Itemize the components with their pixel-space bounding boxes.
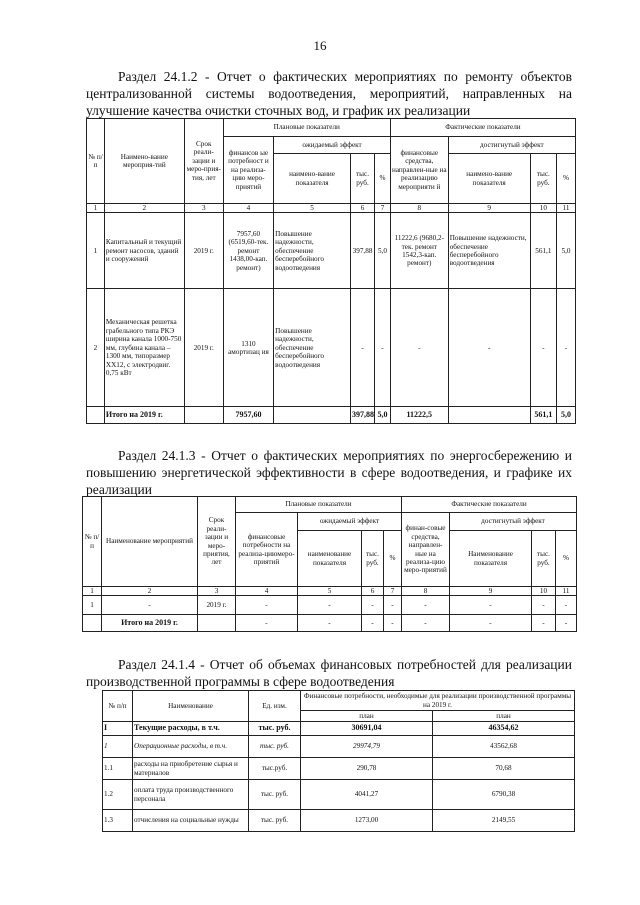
col-number: 7 bbox=[384, 587, 402, 596]
cell-num: 1.2 bbox=[103, 780, 133, 810]
col-number: 7 bbox=[375, 204, 391, 213]
cell-fact-eff-name: - bbox=[448, 289, 530, 407]
table-row bbox=[103, 736, 575, 758]
header-plan: Плановые показатели bbox=[236, 497, 402, 513]
cell-plan-fin: - bbox=[236, 596, 298, 615]
header-plan: план bbox=[433, 711, 575, 722]
header-plan: план bbox=[301, 711, 433, 722]
header-fact-eff-name: наимено-вание показателя bbox=[448, 154, 530, 204]
cell-num: 1 bbox=[83, 596, 102, 615]
header-num: № п/п bbox=[83, 497, 102, 587]
col-number: 2 bbox=[104, 204, 184, 213]
total-row bbox=[83, 615, 577, 632]
total-plan-fin: 7957,60 bbox=[223, 407, 273, 424]
header-plan-eff-name: наимено-вание показателя bbox=[274, 154, 351, 204]
total-plan-fin: - bbox=[236, 615, 298, 632]
cell-unit: тыс. руб. bbox=[249, 722, 301, 736]
cell-value-1: 1273,00 bbox=[301, 810, 433, 832]
cell-plan-eff-val: - bbox=[362, 596, 384, 615]
cell-num: 2 bbox=[87, 289, 105, 407]
header-fact-fin: финан-совые средства, направлен-ные на реализа-цию меро-приятий bbox=[402, 513, 450, 587]
header-plan-fin: финансовые потребности на реализа-циюмеро-приятий bbox=[236, 513, 298, 587]
cell-fact-eff-val: - bbox=[532, 596, 556, 615]
header-fact-eff-val: тыс. руб. bbox=[532, 531, 556, 587]
col-number: 9 bbox=[450, 587, 532, 596]
col-number: 3 bbox=[198, 587, 236, 596]
total-fact-eff-name: - bbox=[450, 615, 532, 632]
cell-num: 1.3 bbox=[103, 810, 133, 832]
table-row bbox=[103, 722, 575, 736]
col-number: 4 bbox=[223, 204, 273, 213]
cell-value-1: 30691,04 bbox=[301, 722, 433, 736]
cell-term: 2019 г. bbox=[198, 596, 236, 615]
cell-unit: тыс.руб. bbox=[249, 758, 301, 780]
header-fact-eff-pct: % bbox=[557, 154, 576, 204]
cell-plan-eff-val: - bbox=[350, 289, 374, 407]
cell-num: 1.1 bbox=[103, 758, 133, 780]
col-number: 3 bbox=[184, 204, 223, 213]
header-unit: Ед. изм. bbox=[249, 691, 301, 722]
cell-plan-eff-name: - bbox=[298, 596, 362, 615]
cell-term: 2019 г. bbox=[184, 213, 223, 289]
header-fact-fin: финансовые средства, направлен-ные на реализацию мероприяти й bbox=[390, 137, 448, 204]
header-name: Наименование bbox=[133, 691, 249, 722]
cell-unit: тыс. руб. bbox=[249, 810, 301, 832]
col-number: 11 bbox=[556, 587, 577, 596]
cell-value-2: 46354,62 bbox=[433, 722, 575, 736]
header-term: Срок реали-зации и меро-прия-тия, лет bbox=[184, 119, 223, 204]
col-number: 2 bbox=[102, 587, 198, 596]
total-fact-eff-pct: 5,0 bbox=[557, 407, 576, 424]
section-1-table bbox=[86, 118, 576, 424]
header-fact: Фактические показатели bbox=[390, 119, 575, 137]
cell-unit: тыс. руб. bbox=[249, 780, 301, 810]
cell-value-2: 43562,68 bbox=[433, 736, 575, 758]
cell-name: расходы на приобретение сырья и материалов bbox=[133, 758, 249, 780]
cell-fact-eff-pct: 5,0 bbox=[557, 213, 576, 289]
col-number: 5 bbox=[298, 587, 362, 596]
col-number: 10 bbox=[530, 204, 556, 213]
cell-name: отчисления на социальные нужды bbox=[133, 810, 249, 832]
header-plan-eff: ожидаемый эффект bbox=[298, 513, 402, 531]
col-number: 10 bbox=[532, 587, 556, 596]
header-num: № п/п bbox=[87, 119, 105, 204]
cell-value-1: 4041,27 bbox=[301, 780, 433, 810]
header-fact-eff: достигнутый эффект bbox=[448, 137, 575, 154]
cell-plan-fin: 7957,60 (6519,60-тек. ремонт 1438,00-кап. ремонт) bbox=[223, 213, 273, 289]
cell-value-1: 29974,79 bbox=[301, 736, 433, 758]
cell-fact-fin: - bbox=[390, 289, 448, 407]
col-number: 6 bbox=[362, 587, 384, 596]
header-fact-eff-pct: % bbox=[556, 531, 577, 587]
cell-name: Капитальный и текущий ремонт насосов, зданий и сооружений bbox=[104, 213, 184, 289]
header-name: Наименование мероприятий bbox=[102, 497, 198, 587]
header-plan-eff: ожидаемый эффект bbox=[274, 137, 391, 154]
cell-value-2: 6790,38 bbox=[433, 780, 575, 810]
cell-plan-eff-pct: - bbox=[375, 289, 391, 407]
total-fact-fin: - bbox=[402, 615, 450, 632]
cell-fact-eff-val: 561,1 bbox=[530, 213, 556, 289]
total-plan-eff-val: - bbox=[362, 615, 384, 632]
cell-plan-eff-val: 397,88 bbox=[350, 213, 374, 289]
cell-name: Операционные расходы, в т.ч. bbox=[133, 736, 249, 758]
header-fin: Финансовые потребности, необходимые для реализации производственной программы на 2019 г. bbox=[301, 691, 575, 711]
page-number: 16 bbox=[313, 38, 327, 53]
header-plan-eff-val: тыс. руб. bbox=[362, 531, 384, 587]
table-row bbox=[87, 213, 576, 289]
cell-num: I bbox=[103, 722, 133, 736]
header-plan-fin: финансов ые потребност и на реализа-цию меро-приятий bbox=[223, 137, 273, 204]
col-number: 5 bbox=[274, 204, 351, 213]
cell-num: 1 bbox=[87, 213, 105, 289]
cell-plan-eff-pct: - bbox=[384, 596, 402, 615]
col-number: 4 bbox=[236, 587, 298, 596]
cell-plan-fin: 1310 амортизац ия bbox=[223, 289, 273, 407]
section-3-heading: Раздел 24.1.4 - Отчет об объемах финансовых потребностей для реализации производственной программы в сфере водоотведения bbox=[86, 657, 572, 689]
total-plan-eff-name: - bbox=[298, 615, 362, 632]
header-plan-eff-pct: % bbox=[384, 531, 402, 587]
header-fact: Фактические показатели bbox=[402, 497, 577, 513]
cell-name: Механическая решетка грабельного типа РКЭ ширина канала 1000-750 мм, глубина канала – 1300 мм, типоразмер XX12, с электродвиг. 0,75 кВт bbox=[104, 289, 184, 407]
cell-plan-eff-name: Повышение надежности, обеспечение бесперебойного водоотведения bbox=[274, 213, 351, 289]
header-plan-eff-pct: % bbox=[375, 154, 391, 204]
table-row bbox=[103, 780, 575, 810]
cell-fact-eff-name: - bbox=[450, 596, 532, 615]
col-number: 8 bbox=[402, 587, 450, 596]
cell-plan-eff-pct: 5,0 bbox=[375, 213, 391, 289]
section-1-heading: Раздел 24.1.2 - Отчет о фактических мероприятиях по ремонту объектов централизованной системы водоотведения, мероприятий, направленных на улучшение качества очистки сточных вод, и график их реализации bbox=[86, 69, 572, 118]
total-fact-eff-pct: - bbox=[556, 615, 577, 632]
header-fact-eff-val: тыс. руб. bbox=[530, 154, 556, 204]
cell-name: оплата труда производственного персонала bbox=[133, 780, 249, 810]
total-plan-eff-pct: 5,0 bbox=[375, 407, 391, 424]
header-fact-eff-name: Наименование показателя bbox=[450, 531, 532, 587]
section-2-table bbox=[82, 496, 577, 632]
table-row bbox=[103, 810, 575, 832]
cell-fact-fin: - bbox=[402, 596, 450, 615]
col-number: 9 bbox=[448, 204, 530, 213]
total-plan-eff-val: 397,88 bbox=[350, 407, 374, 424]
section-2-heading: Раздел 24.1.3 - Отчет о фактических мероприятиях по энергосбережению и повышению энергетической эффективности в сфере водоотведения, и графике их реализации bbox=[86, 448, 572, 497]
cell-fact-eff-val: - bbox=[530, 289, 556, 407]
header-num: № п/п bbox=[103, 691, 133, 722]
cell-plan-eff-name: Повышение надежности, обеспечение бесперебойного водоотведения bbox=[274, 289, 351, 407]
total-plan-eff-pct: - bbox=[384, 615, 402, 632]
col-number: 1 bbox=[87, 204, 105, 213]
cell-fact-eff-pct: - bbox=[556, 596, 577, 615]
header-plan-eff-name: наименование показателя bbox=[298, 531, 362, 587]
table-row bbox=[103, 758, 575, 780]
cell-num: 1 bbox=[103, 736, 133, 758]
total-label: Итого на 2019 г. bbox=[102, 615, 198, 632]
table-row bbox=[83, 596, 577, 615]
total-fact-eff-val: 561,1 bbox=[530, 407, 556, 424]
total-label: Итого на 2019 г. bbox=[104, 407, 184, 424]
header-fact-eff: достигнутый эффект bbox=[450, 513, 577, 531]
col-number: 11 bbox=[557, 204, 576, 213]
cell-name: Текущие расходы, в т.ч. bbox=[133, 722, 249, 736]
col-number: 6 bbox=[350, 204, 374, 213]
cell-value-2: 2149,55 bbox=[433, 810, 575, 832]
col-number: 1 bbox=[83, 587, 102, 596]
header-plan: Плановые показатели bbox=[223, 119, 390, 137]
cell-value-1: 290,78 bbox=[301, 758, 433, 780]
header-plan-eff-val: тыс. руб. bbox=[350, 154, 374, 204]
table-row bbox=[87, 289, 576, 407]
section-3-table bbox=[102, 690, 575, 832]
cell-term: 2019 г. bbox=[184, 289, 223, 407]
col-number: 8 bbox=[390, 204, 448, 213]
cell-value-2: 70,68 bbox=[433, 758, 575, 780]
total-fact-fin: 11222,5 bbox=[390, 407, 448, 424]
header-name: Наимено-вание мероприя-тий bbox=[104, 119, 184, 204]
cell-fact-eff-pct: - bbox=[557, 289, 576, 407]
cell-name: - bbox=[102, 596, 198, 615]
cell-fact-eff-name: Повышение надежности, обеспечение бесперебойного водоотведения bbox=[448, 213, 530, 289]
cell-unit: тыс. руб. bbox=[249, 736, 301, 758]
header-term: Срок реали-зации и меро-приятия, лет bbox=[198, 497, 236, 587]
total-row bbox=[87, 407, 576, 424]
total-fact-eff-val: - bbox=[532, 615, 556, 632]
cell-fact-fin: 11222,6 (9680,2-тек. ремонт 1542,3-кап. ремонт) bbox=[390, 213, 448, 289]
